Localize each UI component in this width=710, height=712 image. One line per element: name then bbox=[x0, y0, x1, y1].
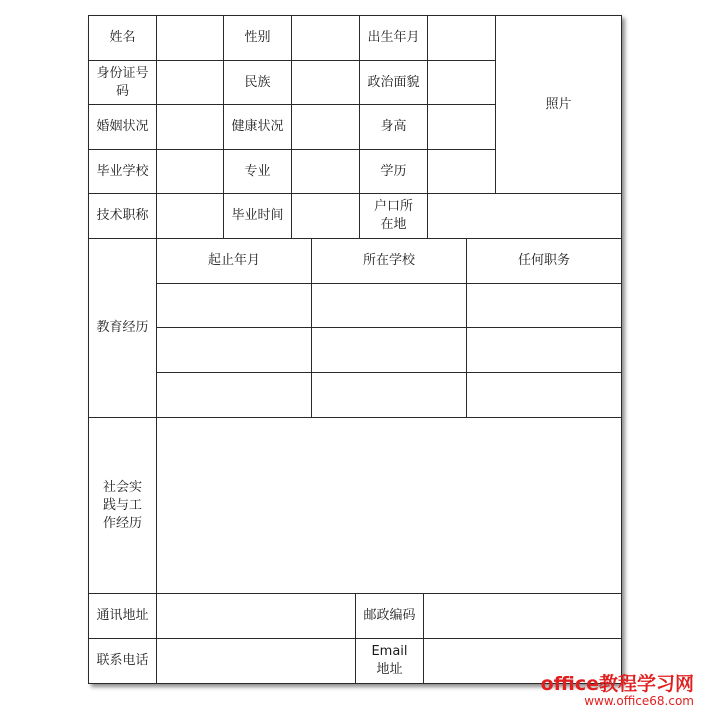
title-field[interactable] bbox=[157, 194, 223, 238]
ethnicity-label: 民族 bbox=[244, 74, 271, 90]
social-field[interactable] bbox=[157, 418, 621, 593]
phone-field[interactable] bbox=[157, 639, 355, 683]
id-number-label: 身份证号码 bbox=[96, 65, 149, 99]
political-field[interactable] bbox=[428, 61, 495, 104]
grad-time-field[interactable] bbox=[292, 194, 359, 238]
edu-period-field[interactable] bbox=[157, 328, 311, 372]
major-label: 专业 bbox=[244, 163, 271, 179]
social-label: 社会实践与工作经历 bbox=[102, 479, 142, 531]
title-label: 技术职称 bbox=[96, 208, 149, 223]
edu-school-header: 所在学校 bbox=[362, 253, 415, 268]
political-label: 政治面貌 bbox=[367, 74, 420, 90]
edu-position-field[interactable] bbox=[467, 284, 621, 327]
grad-time-label: 毕业时间 bbox=[231, 208, 284, 223]
gender-label: 性别 bbox=[244, 30, 271, 45]
hukou-field[interactable] bbox=[428, 194, 621, 238]
degree-label: 学历 bbox=[380, 163, 407, 179]
edu-period-header: 起止年月 bbox=[207, 253, 260, 268]
marital-field[interactable] bbox=[157, 105, 223, 149]
birth-field[interactable] bbox=[428, 16, 495, 60]
ethnicity-field[interactable] bbox=[292, 61, 359, 104]
health-label: 健康状况 bbox=[231, 119, 284, 134]
major-field[interactable] bbox=[292, 150, 359, 193]
school-label: 毕业学校 bbox=[96, 163, 149, 179]
resume-form bbox=[88, 15, 622, 684]
edu-period-field[interactable] bbox=[157, 373, 311, 417]
edu-position-header: 任何职务 bbox=[517, 253, 570, 268]
email-label: Email 地址 bbox=[371, 644, 408, 677]
name-label: 姓名 bbox=[109, 30, 136, 45]
photo-box[interactable]: 照片 bbox=[545, 96, 572, 112]
height-field[interactable] bbox=[428, 105, 495, 149]
edu-position-field[interactable] bbox=[467, 328, 621, 372]
watermark-url: www.office68.com bbox=[584, 694, 694, 708]
hukou-label: 户口所在地 bbox=[373, 199, 413, 232]
postcode-field[interactable] bbox=[424, 594, 621, 638]
postcode-label: 邮政编码 bbox=[363, 608, 416, 623]
watermark-title: office教程学习网 bbox=[540, 673, 694, 695]
education-label: 教育经历 bbox=[96, 320, 149, 335]
name-field[interactable] bbox=[157, 16, 223, 60]
marital-label: 婚姻状况 bbox=[96, 119, 149, 134]
phone-label: 联系电话 bbox=[96, 653, 149, 668]
degree-field[interactable] bbox=[428, 150, 495, 193]
birth-label: 出生年月 bbox=[367, 30, 420, 45]
height-label: 身高 bbox=[380, 119, 407, 134]
edu-position-field[interactable] bbox=[467, 373, 621, 417]
edu-school-field[interactable] bbox=[312, 328, 466, 372]
health-field[interactable] bbox=[292, 105, 359, 149]
address-field[interactable] bbox=[157, 594, 355, 638]
gender-field[interactable] bbox=[292, 16, 359, 60]
address-label: 通讯地址 bbox=[96, 608, 149, 623]
id-number-field[interactable] bbox=[157, 61, 223, 104]
border-right bbox=[621, 15, 622, 684]
edu-school-field[interactable] bbox=[312, 373, 466, 417]
email-field[interactable] bbox=[424, 639, 621, 683]
school-field[interactable] bbox=[157, 150, 223, 193]
edu-school-field[interactable] bbox=[312, 284, 466, 327]
edu-period-field[interactable] bbox=[157, 284, 311, 327]
